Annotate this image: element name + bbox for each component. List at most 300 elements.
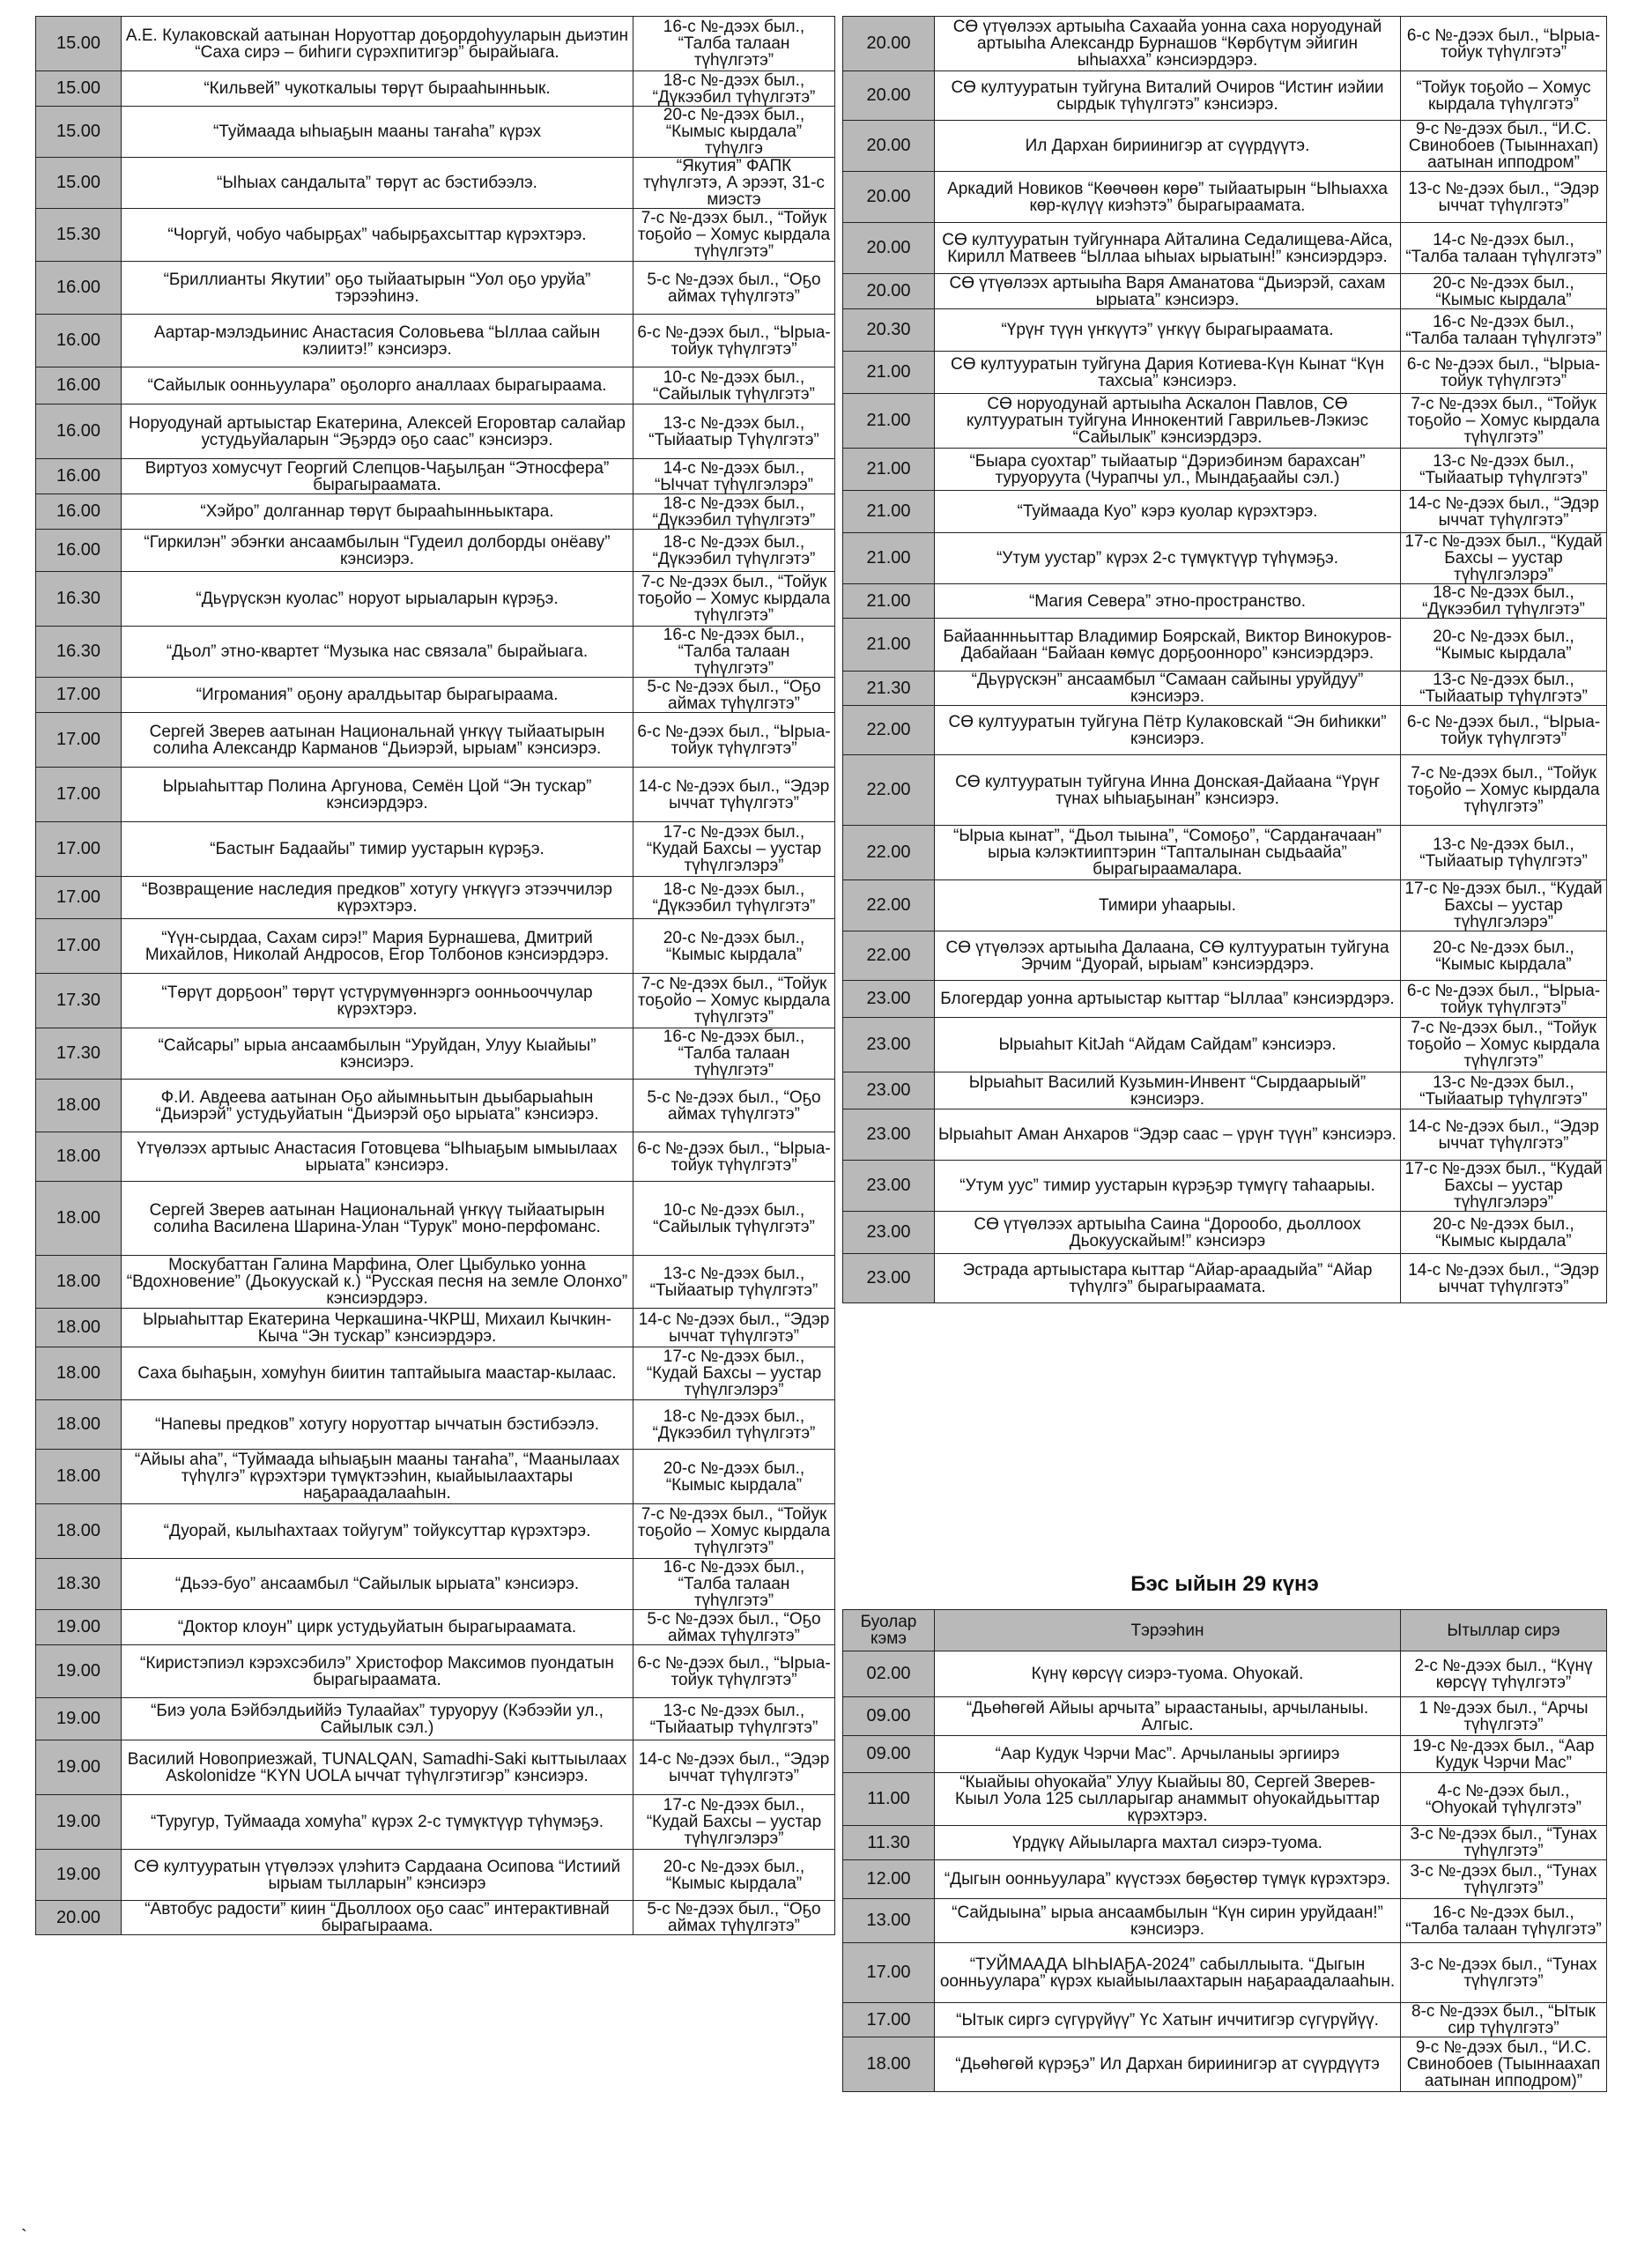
left-schedule-column (35, 16, 835, 1935)
venue-cell: “Тойук тоҕойо – Хомус кырдала түһүлгэтэ” (1401, 71, 1607, 121)
table-row (843, 1109, 1607, 1161)
table-row (36, 1182, 835, 1256)
event-cell: Норуодунай артыыстар Екатерина, Алексей Егоровтар салайар устудьуйаларын “Эҕэрдэ оҕо саас” кэнсиэрэ. (122, 404, 633, 459)
table-row (843, 1860, 1607, 1899)
event-cell: Үрдүкү Айыыларга махтал сиэрэ-туома. (935, 1826, 1401, 1860)
table-row (843, 1826, 1607, 1860)
time-cell: 17.00 (36, 768, 122, 822)
time-cell: 23.00 (843, 1161, 935, 1212)
time-cell: 20.00 (843, 71, 935, 121)
time-cell: 22.00 (843, 755, 935, 826)
table-row (843, 1072, 1607, 1109)
time-cell: 18.00 (36, 1309, 122, 1347)
venue-cell: 16-с №-дээх был., “Талба талаан түһүлгэтэ” (633, 1559, 835, 1610)
event-cell: “Туругур, Туймаада хомуһа” күрэх 2-с түмүктүүр түһүмэҕэ. (122, 1795, 633, 1850)
event-cell: “Гиркилэн” эбэҥки ансаамбылын “Гудеил долборды онёаву” кэнсиэрэ. (122, 530, 633, 572)
venue-cell: 14-с №-дээх был., “Эдэр ыччат түһүлгэтэ” (1401, 1109, 1607, 1161)
event-cell: “Дыгын оонньуулара” күүстээх бөҕөстөр түмүк күрэхтэрэ. (935, 1860, 1401, 1899)
time-cell: 21.00 (843, 619, 935, 672)
corner-mark: ` (21, 2227, 27, 2246)
table-row (36, 1645, 835, 1698)
time-cell: 23.00 (843, 1254, 935, 1303)
venue-cell: 4-с №-дээх был., “Оһуокай түһүлгэтэ” (1401, 1773, 1607, 1826)
venue-cell: 13-с №-дээх был., “Тыйаатыр түһүлгэтэ” (633, 1698, 835, 1740)
day-29-table (842, 1609, 1607, 2092)
venue-cell: 20-с №-дээх был., “Кымыс кырдала” (633, 919, 835, 974)
event-cell: СӨ үтүөлээх артыыһа Далаана, СӨ култууратын туйгуна Эрчим “Дуорай, ырыам” кэнсиэрдэрэ. (935, 931, 1401, 981)
venue-cell: 3-с №-дээх был., “Тунах түһүлгэтэ” (1401, 1943, 1607, 2003)
time-cell: 17.00 (36, 678, 122, 713)
table-row (36, 627, 835, 678)
table-row (36, 1901, 835, 1935)
event-cell: “Кильвей” чукоткалыы төрүт бырааһынньык. (122, 71, 633, 107)
event-cell: “Ыһыах сандалыта” төрүт ас бэстибээлэ. (122, 158, 633, 209)
venue-cell: 18-с №-дээх был., “Дүкээбил түһүлгэтэ” (633, 71, 835, 107)
event-cell: “Дьүрүскэн” ансаамбыл “Самаан сайыны уруйдуу” кэнсиэрэ. (935, 672, 1401, 706)
event-cell: Күнү көрсүү сиэрэ-туома. Оһуокай. (935, 1651, 1401, 1697)
venue-cell: 6-с №-дээх был., “Ырыа-тойук түһүлгэтэ” (1401, 706, 1607, 755)
event-cell: Ырыаһыт Василий Кузьмин-Инвент “Сырдаарыый” кэнсиэрэ. (935, 1072, 1401, 1109)
time-cell: 21.00 (843, 533, 935, 584)
venue-cell: 7-с №-дээх был., “Тойук тоҕойо – Хомус кырдала түһүлгэтэ” (633, 974, 835, 1028)
table-row (843, 1943, 1607, 2003)
time-cell: 15.00 (36, 158, 122, 209)
event-cell: “Сайылык оонньуулара” оҕолорго аналлаах бырагыраама. (122, 367, 633, 404)
time-cell: 23.00 (843, 981, 935, 1018)
event-cell: Аартар-мэлэдьинис Анастасия Соловьева “Ыллаа сайын кэлиитэ!” кэнсиэрэ. (122, 315, 633, 367)
event-cell: А.Е. Кулаковскай аатынан Норуоттар доҕордоһууларын дьиэтин “Саха сирэ – биһиги сүрэхпитигэр” бырайыага. (122, 17, 633, 71)
venue-cell: 6-с №-дээх был., “Ырыа-тойук түһүлгэтэ” (633, 315, 835, 367)
venue-cell: 14-с №-дээх был., “Эдэр ыччат түһүлгэтэ” (1401, 1254, 1607, 1303)
table-row (843, 1018, 1607, 1072)
table-row (36, 1450, 835, 1504)
time-cell: 16.00 (36, 262, 122, 315)
table-row (843, 394, 1607, 449)
time-cell: 11.00 (843, 1773, 935, 1826)
time-cell: 21.00 (843, 491, 935, 533)
venue-cell: 16-с №-дээх был., “Талба талаан түһүлгэтэ” (633, 17, 835, 71)
table-row (843, 1899, 1607, 1943)
day-29-section (842, 1609, 1607, 2092)
venue-cell: 14-с №-дээх был., “Ыччат түһүлгэлэрэ” (633, 459, 835, 494)
time-cell: 16.00 (36, 494, 122, 530)
venue-cell: 16-с №-дээх был., “Талба талаан түһүлгэтэ” (1401, 309, 1607, 352)
venue-cell: 14-с №-дээх был., “Талба талаан түһүлгэтэ” (1401, 223, 1607, 274)
event-cell: СӨ култууратын туйгуна Виталий Очиров “Истиҥ иэйии сырдык түһүлгэтэ” кэнсиэрэ. (935, 71, 1401, 121)
venue-cell: 6-с №-дээх был., “Ырыа-тойук түһүлгэтэ” (633, 713, 835, 768)
time-cell: 15.00 (36, 107, 122, 158)
event-cell: Үтүөлээх артыыс Анастасия Готовцева “Ыһыаҕым ымыылаах ырыата” кэнсиэрэ. (122, 1132, 633, 1182)
event-cell: “Үрүҥ түүн үҥкүүтэ” үҥкүү бырагыраамата. (935, 309, 1401, 352)
event-cell: “Бастыҥ Бадаайы” тимир уустарын күрэҕэ. (122, 822, 633, 877)
venue-cell: 18-с №-дээх был., “Дүкээбил түһүлгэтэ” (633, 494, 835, 530)
time-cell: 18.00 (36, 1450, 122, 1504)
time-cell: 22.00 (843, 706, 935, 755)
event-cell: “Напевы предков” хотугу норуоттар ыччатын бэстибээлэ. (122, 1400, 633, 1450)
time-cell: 12.00 (843, 1860, 935, 1899)
time-cell: 20.00 (843, 274, 935, 309)
venue-cell: 19-с №-дээх был., “Аар Кудук Чэрчи Мас” (1401, 1736, 1607, 1773)
venue-cell: 3-с №-дээх был., “Тунах түһүлгэтэ” (1401, 1826, 1607, 1860)
venue-cell: 8-с №-дээх был., “Ытык сир түһүлгэтэ” (1401, 2003, 1607, 2037)
time-cell: 20.00 (843, 172, 935, 223)
table-row (843, 706, 1607, 755)
table-row (843, 1161, 1607, 1212)
venue-cell: 17-с №-дээх был., “Кудай Бахсы – уустар түһүлгэлэрэ” (1401, 533, 1607, 584)
table-header-row (843, 1610, 1607, 1651)
table-row (843, 672, 1607, 706)
table-row (36, 713, 835, 768)
venue-cell: 18-с №-дээх был., “Дүкээбил түһүлгэтэ” (1401, 584, 1607, 619)
table-row (36, 262, 835, 315)
event-cell: Ырыаһыттар Полина Аргунова, Семён Цой “Эн тускар” кэнсиэрдэрэ. (122, 768, 633, 822)
table-row (36, 1080, 835, 1132)
table-row (36, 17, 835, 71)
time-cell: 23.00 (843, 1109, 935, 1161)
time-cell: 18.00 (36, 1182, 122, 1256)
event-cell: “Доктор клоун” цирк устудьуйатын бырагыраамата. (122, 1610, 633, 1645)
table-row (36, 1740, 835, 1795)
event-cell: Василий Новоприезжай, TUNALQAN, Samadhi-Saki кыттыылаах Askolonidze “KYN UOLA ыччат түһүлгэтигэр” кэнсиэрэ. (122, 1740, 633, 1795)
event-cell: СӨ үтүөлээх артыыһа Сахаайа уонна саха норуодунай артыыһа Александр Бурнашов “Көрбүтүм эйигин ыһыахха” кэнсиэрдэрэ. (935, 17, 1401, 71)
time-cell: 19.00 (36, 1645, 122, 1698)
event-cell: “Төрүт дорҕоон” төрүт үстүрүмүөннэргэ оонньооччулар күрэхтэрэ. (122, 974, 633, 1028)
venue-cell: 5-с №-дээх был., “Оҕо аймах түһүлгэтэ” (633, 262, 835, 315)
time-cell: 15.30 (36, 209, 122, 262)
event-cell: СӨ култууратын үтүөлээх үлэһитэ Сардаана Осипова “Истиий ырыам тылларын” кэнсиэрэ (122, 1850, 633, 1901)
venue-cell: 20-с №-дээх был., “Кымыс кырдала” (1401, 619, 1607, 672)
table-row (843, 931, 1607, 981)
table-row (843, 1651, 1607, 1697)
time-cell: 18.30 (36, 1559, 122, 1610)
event-cell: СӨ култууратын туйгуннара Айталина Седалищева-Айса, Кирилл Матвеев “Ыллаа ыһыах ырыатын!” кэнсиэрдэрэ. (935, 223, 1401, 274)
time-cell: 21.30 (843, 672, 935, 706)
time-cell: 22.00 (843, 880, 935, 931)
table-row (843, 71, 1607, 121)
venue-cell: 18-с №-дээх был., “Дүкээбил түһүлгэтэ” (633, 877, 835, 919)
table-row (36, 315, 835, 367)
event-cell: СӨ култууратын туйгуна Пётр Кулаковскай “Эн биһикки” кэнсиэрэ. (935, 706, 1401, 755)
table-row (36, 1132, 835, 1182)
table-row (36, 530, 835, 572)
event-cell: “Бриллианты Якутии” оҕо тыйаатырын “Уол оҕо уруйа” тэрээһинэ. (122, 262, 633, 315)
event-cell: “Кыайыы оһуокайа” Улуу Кыайыы 80, Сергей Зверев-Кыыл Уола 125 сылларыгар анаммыт оһуокайдьыттар күрэхтэрэ. (935, 1773, 1401, 1826)
table-row (843, 1212, 1607, 1254)
venue-cell: 20-с №-дээх был., “Кымыс кырдала” (633, 1850, 835, 1901)
time-cell: 20.00 (843, 17, 935, 71)
venue-cell: 5-с №-дээх был., “Оҕо аймах түһүлгэтэ” (633, 1610, 835, 1645)
event-cell: “Дуорай, кылыһахтаах тойугум” тойуксуттар күрэхтэрэ. (122, 1504, 633, 1559)
venue-cell: 14-с №-дээх был., “Эдэр ыччат түһүлгэтэ” (1401, 491, 1607, 533)
venue-cell: 20-с №-дээх был., “Кымыс кырдала” (633, 1450, 835, 1504)
time-cell: 09.00 (843, 1736, 935, 1773)
time-cell: 18.00 (843, 2037, 935, 2092)
time-cell: 09.00 (843, 1697, 935, 1736)
venue-cell: 17-с №-дээх был., “Кудай Бахсы – уустар түһүлгэлэрэ” (633, 822, 835, 877)
event-cell: “Дьөһөгөй Айыы арчыта” ыраастаныы, арчыланыы. Алгыс. (935, 1697, 1401, 1736)
venue-cell: 13-с №-дээх был., “Тыйаатыр түһүлгэтэ” (1401, 449, 1607, 491)
venue-cell: 20-с №-дээх был., “Кымыс кырдала” (1401, 1212, 1607, 1254)
event-cell: “Возвращение наследия предков” хотугу үҥкүүгэ этээччилэр күрэхтэрэ. (122, 877, 633, 919)
venue-cell: 6-с №-дээх был., “Ырыа-тойук түһүлгэтэ” (1401, 17, 1607, 71)
time-cell: 16.30 (36, 572, 122, 627)
venue-cell: 17-с №-дээх был., “Кудай Бахсы – уустар түһүлгэлэрэ” (633, 1795, 835, 1850)
left-schedule-table (35, 16, 835, 1935)
table-row (843, 619, 1607, 672)
time-cell: 18.00 (36, 1347, 122, 1400)
venue-cell: “Якутия” ФАПК түһүлгэтэ, А эрээт, 31-с миэстэ (633, 158, 835, 209)
time-cell: 17.00 (36, 919, 122, 974)
time-cell: 18.00 (36, 1400, 122, 1450)
time-cell: 16.30 (36, 627, 122, 678)
venue-cell: 7-с №-дээх был., “Тойук тоҕойо – Хомус кырдала түһүлгэтэ” (633, 572, 835, 627)
event-cell: Ф.И. Авдеева аатынан Оҕо айымньытын дьыбарыаһын “Дьиэрэй” устудьуйатын “Дьиэрэй оҕо ырыата” кэнсиэрэ. (122, 1080, 633, 1132)
venue-cell: 14-с №-дээх был., “Эдэр ыччат түһүлгэтэ” (633, 1309, 835, 1347)
time-cell: 21.00 (843, 352, 935, 394)
time-cell: 16.00 (36, 530, 122, 572)
table-row (843, 584, 1607, 619)
event-cell: “Хэйро” долганнар төрүт бырааһынньыктара. (122, 494, 633, 530)
event-cell: “Ытык сиргэ сүгүрүйүү” Үс Хатыҥ иччитигэр сүгүрүйүү. (935, 2003, 1401, 2037)
table-row (843, 274, 1607, 309)
venue-cell: 1 №-дээх был., “Арчы түһүлгэтэ” (1401, 1697, 1607, 1736)
time-cell: 15.00 (36, 17, 122, 71)
venue-cell: 6-с №-дээх был., “Ырыа-тойук түһүлгэтэ” (1401, 981, 1607, 1018)
table-row (36, 1256, 835, 1309)
time-cell: 23.00 (843, 1212, 935, 1254)
time-cell: 19.00 (36, 1698, 122, 1740)
event-cell: “Үүн-сырдаа, Сахам сирэ!” Мария Бурнашева, Дмитрий Михайлов, Николай Андросов, Егор Толбонов кэнсиэрдэрэ. (122, 919, 633, 974)
event-cell: СӨ үтүөлээх артыыһа Варя Аманатова “Дьиэрэй, сахам ырыата” кэнсиэрэ. (935, 274, 1401, 309)
event-cell: Блогердар уонна артыыстар кыттар “Ыллаа” кэнсиэрдэрэ. (935, 981, 1401, 1018)
time-cell: 11.30 (843, 1826, 935, 1860)
day-29-title: Бэс ыйын 29 күнэ (1130, 1572, 1319, 1596)
table-row (36, 1795, 835, 1850)
venue-cell: 9-с №-дээх был., “И.С. Свинобоев (Тыыннахап) аатынан ипподром” (1401, 121, 1607, 172)
time-cell: 17.30 (36, 974, 122, 1028)
venue-cell: 5-с №-дээх был., “Оҕо аймах түһүлгэтэ” (633, 678, 835, 713)
time-cell: 02.00 (843, 1651, 935, 1697)
event-cell: “Игромания” оҕону аралдьытар бырагыраама. (122, 678, 633, 713)
event-cell: Ил Дархан бириинигэр ат сүүрдүүтэ. (935, 121, 1401, 172)
event-cell: “Туймаада ыһыаҕын мааны таҥаһа” күрэх (122, 107, 633, 158)
time-cell: 17.00 (36, 713, 122, 768)
time-cell: 20.00 (843, 223, 935, 274)
table-row (36, 209, 835, 262)
event-cell: “Дьээ-буо” ансаамбыл “Сайылык ырыата” кэнсиэрэ. (122, 1559, 633, 1610)
venue-cell: 9-с №-дээх был., “И.С. Свинобоев (Тыыннаахап аатынан ипподром)” (1401, 2037, 1607, 2092)
table-row (36, 494, 835, 530)
time-cell: 21.00 (843, 449, 935, 491)
time-cell: 19.00 (36, 1850, 122, 1901)
time-cell: 17.00 (843, 1943, 935, 2003)
venue-cell: 20-с №-дээх был., “Кымыс кырдала” (1401, 274, 1607, 309)
venue-cell: 20-с №-дээх был., “Кымыс кырдала” түһүлгэ (633, 107, 835, 158)
table-row (843, 309, 1607, 352)
event-cell: “Аар Кудук Чэрчи Мас”. Арчыланыы эргиирэ (935, 1736, 1401, 1773)
time-cell: 18.00 (36, 1132, 122, 1182)
event-cell: Сергей Зверев аатынан Национальнай үҥкүү тыйаатырын солиһа Александр Карманов “Дьиэрэй, ырыам” кэнсиэрэ. (122, 713, 633, 768)
header-event: Тэрээһин (935, 1610, 1401, 1651)
event-cell: “Сайсары” ырыа ансаамбылын “Уруйдан, Улуу Кыайыы” кэнсиэрэ. (122, 1028, 633, 1080)
time-cell: 16.00 (36, 404, 122, 459)
event-cell: “Биэ уола Бэйбэлдьиййэ Тулаайах” туруоруу (Кэбээйи ул., Сайылык сэл.) (122, 1698, 633, 1740)
event-cell: СӨ үтүөлээх артыыһа Саина “Дорообо, дьоллоох Дьокуускайым!” кэнсиэрэ (935, 1212, 1401, 1254)
table-row (36, 404, 835, 459)
table-row (843, 880, 1607, 931)
table-row (36, 919, 835, 974)
table-row (36, 71, 835, 107)
event-cell: “Утум уустар” күрэх 2-с түмүктүүр түһүмэҕэ. (935, 533, 1401, 584)
time-cell: 21.00 (843, 394, 935, 449)
table-row (36, 107, 835, 158)
time-cell: 23.00 (843, 1072, 935, 1109)
table-row (843, 449, 1607, 491)
time-cell: 13.00 (843, 1899, 935, 1943)
time-cell: 20.00 (36, 1901, 122, 1935)
event-cell: “Айыы аһа”, “Туймаада ыһыаҕын мааны таҥаһа”, “Маанылаах түһүлгэ” күрэхтэри түмүктээһин, кыайыылаахтары наҕараадалааһын. (122, 1450, 633, 1504)
event-cell: Байааннньыттар Владимир Боярскай, Виктор Винокуров-Дабайаан “Байаан көмүс дорҕоонноро” кэнсиэрдэрэ. (935, 619, 1401, 672)
table-row (36, 1610, 835, 1645)
table-row (36, 158, 835, 209)
time-cell: 18.00 (36, 1256, 122, 1309)
table-row (843, 223, 1607, 274)
event-cell: “Дьөһөгөй күрэҕэ” Ил Дархан бириинигэр ат сүүрдүүтэ (935, 2037, 1401, 2092)
event-cell: “Ырыа кынат”, “Дьол тыына”, “Сомоҕо”, “Сардаҥачаан” ырыа кэлэктииптэрин “Тапталынан сыдьаайа” бырагыраамалара. (935, 826, 1401, 880)
table-row (36, 367, 835, 404)
event-cell: “Утум уус” тимир уустарын күрэҕэр түмүгү таһаарыы. (935, 1161, 1401, 1212)
event-cell: Ырыаһыттар Екатерина Черкашина-ЧКРШ, Михаил Кычкин-Кыча “Эн тускар” кэнсиэрдэрэ. (122, 1309, 633, 1347)
event-cell: “Туймаада Куо” кэрэ куолар күрэхтэрэ. (935, 491, 1401, 533)
venue-cell: 5-с №-дээх был., “Оҕо аймах түһүлгэтэ” (633, 1901, 835, 1935)
table-row (843, 1254, 1607, 1303)
venue-cell: 18-с №-дээх был., “Дүкээбил түһүлгэтэ” (633, 530, 835, 572)
table-row (36, 1850, 835, 1901)
venue-cell: 20-с №-дээх был., “Кымыс кырдала” (1401, 931, 1607, 981)
venue-cell: 6-с №-дээх был., “Ырыа-тойук түһүлгэтэ” (633, 1132, 835, 1182)
event-cell: Эстрада артыыстара кыттар “Айар-араадыйа” “Айар түһүлгэ” бырагыраамата. (935, 1254, 1401, 1303)
venue-cell: 13-с №-дээх был., “Тыйаатыр түһүлгэтэ” (1401, 672, 1607, 706)
venue-cell: 16-с №-дээх был., “Талба талаан түһүлгэтэ” (633, 627, 835, 678)
time-cell: 21.00 (843, 584, 935, 619)
time-cell: 17.00 (36, 877, 122, 919)
table-row (36, 1400, 835, 1450)
table-row (843, 491, 1607, 533)
venue-cell: 18-с №-дээх был., “Дүкээбил түһүлгэтэ” (633, 1400, 835, 1450)
table-row (843, 121, 1607, 172)
event-cell: “Чоргуй, чобуо чабырҕах” чабырҕахсыттар күрэхтэрэ. (122, 209, 633, 262)
table-row (843, 1736, 1607, 1773)
table-row (36, 768, 835, 822)
table-row (36, 572, 835, 627)
time-cell: 17.00 (36, 822, 122, 877)
event-cell: “Быара суохтар” тыйаатыр “Дэриэбинэм барахсан” туруоруута (Чурапчы ул., Мындаҕаайы сэл.) (935, 449, 1401, 491)
venue-cell: 16-с №-дээх был., “Талба талаан түһүлгэтэ” (1401, 1899, 1607, 1943)
event-cell: Виртуоз хомусчут Георгий Слепцов-Чаҕылҕан “Этносфера” бырагыраамата. (122, 459, 633, 494)
venue-cell: 7-с №-дээх был., “Тойук тоҕойо – Хомус кырдала түһүлгэтэ” (633, 1504, 835, 1559)
table-row (843, 2037, 1607, 2092)
event-cell: “Дьүрүскэн куолас” норуот ырыаларын күрэҕэ. (122, 572, 633, 627)
time-cell: 16.00 (36, 315, 122, 367)
venue-cell: 10-с №-дээх был., “Сайылык түһүлгэтэ” (633, 1182, 835, 1256)
venue-cell: 6-с №-дээх был., “Ырыа-тойук түһүлгэтэ” (1401, 352, 1607, 394)
time-cell: 19.00 (36, 1795, 122, 1850)
venue-cell: 7-с №-дээх был., “Тойук тоҕойо – Хомус кырдала түһүлгэтэ” (1401, 755, 1607, 826)
time-cell: 22.00 (843, 826, 935, 880)
event-cell: “ТУЙМААДА ЫҺЫАҔА-2024” сабыллыыта. “Дыгын оонньуулара” күрэх кыайыылаахтарын наҕараадалааһын. (935, 1943, 1401, 2003)
event-cell: “Магия Севера” этно-пространство. (935, 584, 1401, 619)
table-row (843, 533, 1607, 584)
venue-cell: 5-с №-дээх был., “Оҕо аймах түһүлгэтэ” (633, 1080, 835, 1132)
venue-cell: 17-с №-дээх был., “Кудай Бахсы – уустар түһүлгэлэрэ” (633, 1347, 835, 1400)
venue-cell: 13-с №-дээх был., “Тыйаатыр түһүлгэтэ” (1401, 1072, 1607, 1109)
event-cell: Тимири уһаарыы. (935, 880, 1401, 931)
right-schedule-column (842, 16, 1607, 1303)
table-row (36, 974, 835, 1028)
right-schedule-table (842, 16, 1607, 1303)
venue-cell: 7-с №-дээх был., “Тойук тоҕойо – Хомус кырдала түһүлгэтэ” (1401, 394, 1607, 449)
time-cell: 15.00 (36, 71, 122, 107)
venue-cell: 7-с №-дээх был., “Тойук тоҕойо – Хомус кырдала түһүлгэтэ” (633, 209, 835, 262)
event-cell: Сергей Зверев аатынан Национальнай үҥкүү тыйаатырын солиһа Василена Шарина-Улан “Турук” моно-перфоманс. (122, 1182, 633, 1256)
venue-cell: 2-с №-дээх был., “Күнү көрсүү түһүлгэтэ” (1401, 1651, 1607, 1697)
event-cell: Саха быһаҕын, хомуһун биитин таптайыыга маастар-кылаас. (122, 1347, 633, 1400)
time-cell: 20.00 (843, 121, 935, 172)
table-row (36, 1698, 835, 1740)
venue-cell: 16-с №-дээх был., “Талба талаан түһүлгэтэ” (633, 1028, 835, 1080)
venue-cell: 13-с №-дээх был., “Тыйаатыр Түһүлгэтэ” (633, 404, 835, 459)
table-row (843, 826, 1607, 880)
table-row (843, 1697, 1607, 1736)
table-row (36, 678, 835, 713)
event-cell: “Дьол” этно-квартет “Музыка нас связала” бырайыага. (122, 627, 633, 678)
event-cell: СӨ култууратын туйгуна Дария Котиева-Күн Кынат “Күн тахсыа” кэнсиэрэ. (935, 352, 1401, 394)
venue-cell: 14-с №-дээх был., “Эдэр ыччат түһүлгэтэ” (633, 1740, 835, 1795)
time-cell: 18.00 (36, 1080, 122, 1132)
venue-cell: 14-с №-дээх был., “Эдэр ыччат түһүлгэтэ” (633, 768, 835, 822)
event-cell: Ырыаһыт KitJah “Айдам Сайдам” кэнсиэрэ. (935, 1018, 1401, 1072)
time-cell: 19.00 (36, 1740, 122, 1795)
time-cell: 18.00 (36, 1504, 122, 1559)
time-cell: 20.30 (843, 309, 935, 352)
header-venue: Ытыллар сирэ (1401, 1610, 1607, 1651)
table-row (36, 459, 835, 494)
event-cell: “Киристэпиэл кэрэхсэбилэ” Христофор Максимов пуондатын бырагыраамата. (122, 1645, 633, 1698)
table-row (36, 877, 835, 919)
time-cell: 16.00 (36, 459, 122, 494)
venue-cell: 13-с №-дээх был., “Тыйаатыр түһүлгэтэ” (1401, 826, 1607, 880)
table-row (36, 1309, 835, 1347)
event-cell: “Сайдыына” ырыа ансаамбылын “Күн сирин уруйдаан!” кэнсиэрэ. (935, 1899, 1401, 1943)
time-cell: 22.00 (843, 931, 935, 981)
table-row (843, 172, 1607, 223)
table-row (843, 755, 1607, 826)
venue-cell: 17-с №-дээх был., “Кудай Бахсы – уустар түһүлгэлэрэ” (1401, 1161, 1607, 1212)
event-cell: Аркадий Новиков “Көөчөөн көрө” тыйаатырын “Ыһыахха көр-күлүү киэһэтэ” бырагыраамата. (935, 172, 1401, 223)
table-row (36, 1028, 835, 1080)
table-row (36, 1347, 835, 1400)
venue-cell: 7-с №-дээх был., “Тойук тоҕойо – Хомус кырдала түһүлгэтэ” (1401, 1018, 1607, 1072)
table-row (36, 1559, 835, 1610)
table-row (843, 981, 1607, 1018)
venue-cell: 17-с №-дээх был., “Кудай Бахсы – уустар түһүлгэлэрэ” (1401, 880, 1607, 931)
event-cell: “Автобус радости” киин “Дьоллоох оҕо саас” интерактивнай бырагыраама. (122, 1901, 633, 1935)
table-row (843, 352, 1607, 394)
event-cell: Ырыаһыт Аман Анхаров “Эдэр саас – үрүҥ түүн” кэнсиэрэ. (935, 1109, 1401, 1161)
header-time: Буолар кэмэ (843, 1610, 935, 1651)
venue-cell: 3-с №-дээх был., “Тунах түһүлгэтэ” (1401, 1860, 1607, 1899)
table-row (843, 2003, 1607, 2037)
